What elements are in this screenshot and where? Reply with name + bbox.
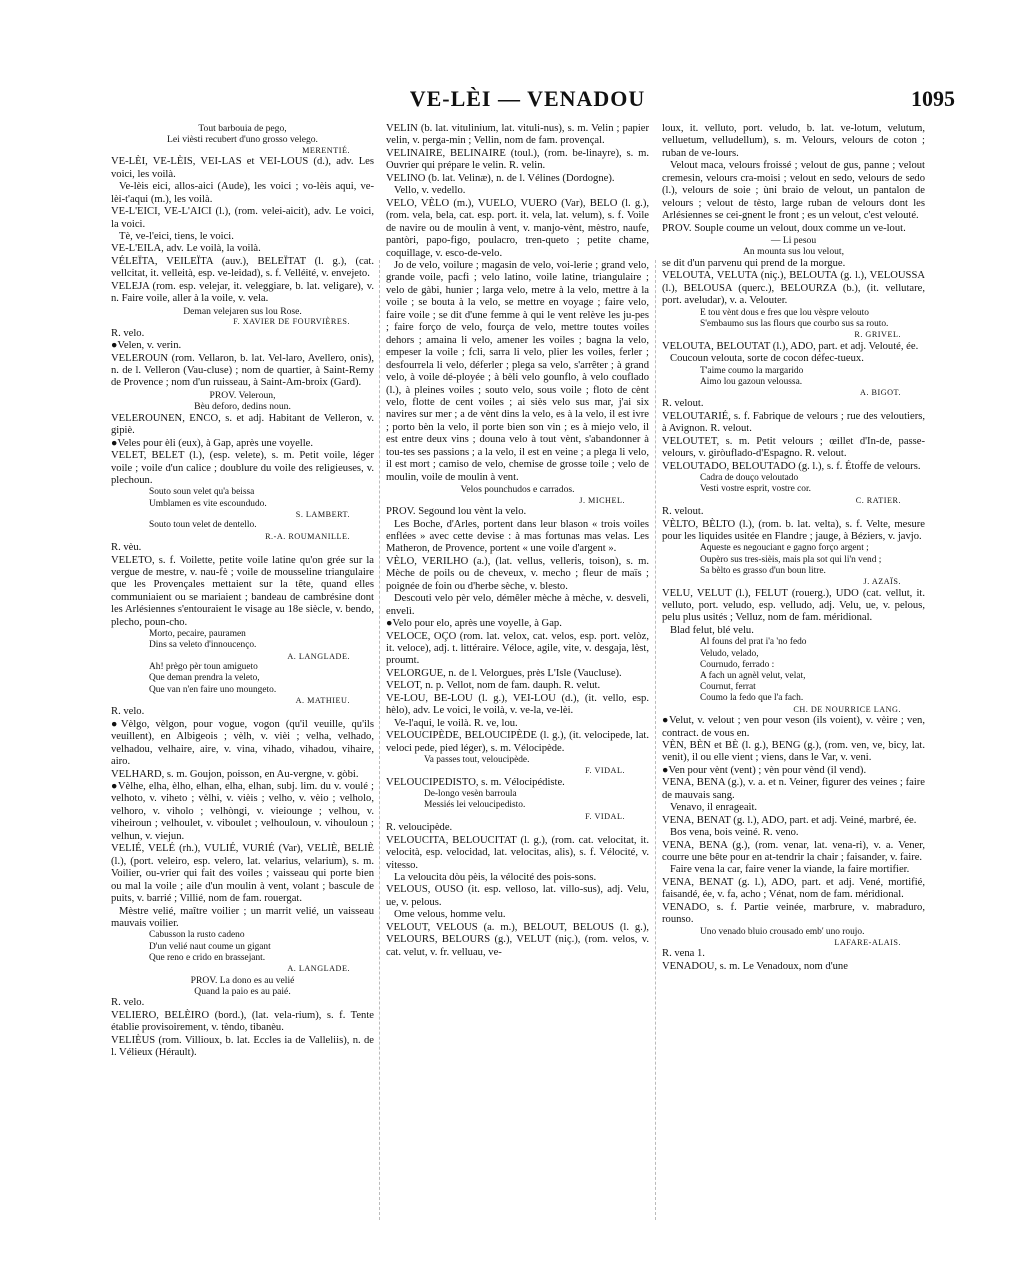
dictionary-entry: R. velo. <box>111 997 145 1009</box>
dictionary-entry: VELET, BELET (l.), (esp. velete), s. m. Petit voile, léger voile ; voile d'un calice ; doublure du voile des religieuses, v. plechoun. <box>111 450 374 486</box>
quotation-line: Dins sa veleto d'innoucenço. <box>149 640 257 651</box>
quotation-author: A. MATHIEU. <box>295 695 350 705</box>
dictionary-entry: VÈLTO, BÈLTO (l.), (rom. b. lat. velta), s. f. Velte, mesure pour les liquides usitée en Flandre ; jauge, à Béziers, v. javjo. <box>662 518 925 542</box>
quotation-line: Cournudo, ferrado : <box>700 659 775 670</box>
quotation-author: F. VIDAL. <box>585 766 625 776</box>
dictionary-entry: VELOUS, OUSO (it. esp. velloso, lat. villo-sus), adj. Velu, ue, v. pelous. <box>386 884 649 908</box>
quotation-line: Que deman prendra la veleto, <box>149 673 260 684</box>
quotation-line: A fach un agnèl velut, velat, <box>700 670 806 681</box>
entry-example: Venavo, il enrageait. <box>670 802 758 814</box>
dictionary-entry: VELHARD, s. m. Goujon, poisson, en Au-vergne, v. gòbi. <box>111 768 359 780</box>
entry-example: Tè, ve-l'eici, tiens, le voici. <box>119 231 234 243</box>
dictionary-entry: VENA, BENA (g.), (rom. venar, lat. vena-ri), v. a. Vener, courre une bête pour en at-tendrir la chair ; faisander, v. faire. <box>662 839 925 864</box>
centered-line: PROV. Veleroun, <box>209 389 276 401</box>
centered-line: Velos pounchudos e carrados. <box>460 484 575 496</box>
dictionary-entry: VELOUTADO, BELOUTADO (g. l.), s. f. Étoffe de velours. <box>662 460 921 472</box>
dictionary-entry: VELEROUN (rom. Vellaron, b. lat. Vel-laro, Avellero, onis), n. de l. Velleron (Vau-cluse) ; nom de quartier, à Saint-Remy de Provence ; nom d'un ruisseau, à Saint-Am-broix (Gard). <box>111 352 374 389</box>
quotation-line: Oupèro sus tres-sièis, mais pla sot qui li'n vend ; <box>700 554 882 565</box>
centered-line: An mounta sus lou velout, <box>743 246 844 258</box>
dictionary-entry: R. vena 1. <box>662 948 705 960</box>
dictionary-entry: VELINAIRE, BELINAIRE (toul.), (rom. be-linayre), s. m. Ouvrier qui prépare le velin. R. velin. <box>386 147 649 172</box>
dictionary-entry: R. velout. <box>662 506 704 518</box>
dictionary-entry: VELOUTARIÉ, s. f. Fabrique de velours ; rue des veloutiers, à Avignon. R. velout. <box>662 410 925 435</box>
quotation-line: Messiés lei veloucipedisto. <box>424 800 526 811</box>
quotation-line: Cabusson la rusto cadeno <box>149 930 245 941</box>
quotation-line: Vesti vostre esprit, vostre cor. <box>700 484 811 495</box>
quotation-line: Souto soun velet qu'a beissa <box>149 487 255 498</box>
dictionary-entry: VELEROUNEN, ENCO, s. et adj. Habitant de Velleron, v. gipiè. <box>111 412 374 437</box>
entry-example: Coucoun velouta, sorte de cocon défec-tueux. <box>670 353 864 365</box>
quotation-author: S. LAMBERT. <box>295 509 350 519</box>
entry-example: Les Boche, d'Arles, portent dans leur blason « trois voiles enflées » avec cette devise : à mas fortunas mas velas. Les Matheron, de Provence, portent « une voile d'argent ». <box>386 518 649 555</box>
dictionary-entry: VENA, BENAT (g. l.), ADO, part. et adj. Veiné, marbré, ée. <box>662 814 917 826</box>
dictionary-entry: VELETO, s. f. Voilette, petite voile latine qu'on grée sur la vergue de mestre, v. nau-fè ; voile de mousseline triangulaire que les Provençales mettaient sur la tête, quand elles communiaient ou se mariaient ; bandeau de cambrésine dont les Arlésiennes s'entouraient le visage au 18e siècle, v. bendo, plecho, poun-cho. <box>111 554 374 628</box>
dictionary-entry: VENA, BENAT (g. l.), ADO, part. et adj. Vené, mortifié, faisandé, ée, v. fa, acho ; Vénat, nom de fam. méridional. <box>662 876 925 901</box>
quotation-author: F. VIDAL. <box>585 811 625 821</box>
quotation-author: A. LANGLADE. <box>287 964 350 974</box>
dictionary-entry: VENADO, s. f. Partie veinée, marbrure, v. mabraduro, rounso. <box>662 901 925 926</box>
quotation-line: Coumo la fedo que l'a fach. <box>700 693 804 704</box>
dictionary-entry: se dit d'un parvenu qui prend de la morgue. <box>662 257 846 269</box>
dictionary-entry: VE-LÈI, VE-LÈIS, VEI-LAS et VEI-LOUS (d.), adv. Les voici, les voilà. <box>111 156 374 180</box>
entry-example: Velout maca, velours froissé ; velout de gus, panne ; velout cremesin, velours cra-moisi ; velout en sedo, velours de sedo (l.), velours de soie ; ùni braio de velout, un pantalon de velours ; velout de tèsto, large ruban de velours dont les Arlésiennes se cei-gnent le front ; es un velout, c'est velouté. <box>662 160 925 222</box>
centered-line: Deman velejaren sus lou Rose. <box>183 305 302 317</box>
centered-line: PROV. La dono es au velié <box>190 974 295 986</box>
dictionary-entry: PROV. Souple coume un velout, doux comme un ve-lout. <box>662 222 906 234</box>
centered-line: Tout barbouia de pego, <box>198 123 287 134</box>
dictionary-entry: VELOUCIPÈDE, BELOUCIPÈDE (l. g.), (it. velocipede, lat. veloci pede, pied léger), s. m. Vélocipède. <box>386 730 649 754</box>
entry-example: Bos vena, bois veiné. R. veno. <box>670 827 799 839</box>
dictionary-entry: ●Veles pour èli (eux), à Gap, après une voyelle. <box>111 437 314 449</box>
dictionary-entry: VE-L'EICI, VE-L'AICI (l.), (rom. velei-aicit), adv. Le voici, la voici. <box>111 206 374 230</box>
dictionary-entry: VELOCE, OÇO (rom. lat. velox, cat. velos, esp. port. velòz, it. veloce), adj. t. littéraire. Véloce, agile, vite, v. desgaja, lèst, proumt. <box>386 630 649 667</box>
dictionary-entry: VELO, VÈLO (m.), VUELO, VUERO (Var), BELO (l. g.), (rom. vela, bela, cat. esp. port. it. vela, lat. velum), s. f. Voile de navire ou de moulin à vent, v. manjo-vènt, mèstro, naufe, pantòri, papo-figo, poulacro, tren-queto ; petite chame, coquillage, v. esco-de-velo. <box>386 197 649 259</box>
dictionary-entry: VELIERO, BELÈIRO (bord.), (lat. vela-rium), s. f. Tente établie provisoirement, v. tèndo, tibanèu. <box>111 1009 374 1034</box>
entry-example: Jo de velo, voilure ; magasin de velo, voi-lerie ; grand velo, grande voile, pacfi ; velo latino, voile latine, triangulaire ; velo de gàbi, hunier ; larga velo, metre à la velo, mettre à la voile ; se bouta à la velo, se mettre en voyage ; faire velo, faire voile ; se dit d'une femme à qui le vent relève les ju-pes ; faire forço de velo, fourça de velo, mettre toutes voiles dehors ; amaina li velo, amener les voiles ; bagna la velo, empeser la voile ; fcli, sarra li velo, plier les voiles, ferler ; desfourrela li velo, déferler ; plega sa velo, s'arrêter ; à grand velo, à voile dé-ployée ; à bèli velo gounflo, à velo couflado (l.), à pleines voiles ; souto velo, sous voile ; floto de cènt velo, flotte de cent voiles ; ai siès velo sus mar, j'ai six navires sur mer ; a de vènt dins la velo, es à la velo, il est ivre ; porto bèn la velo, il porte bien son vin ; es à miejo velo, il est entre deux vins ; douna velo à tout vènt, s'abandonner à tou-tes ses passions ; a la velo, il est en veine ; a plega li velo, il est mort ; camiso de velo, chemise de grosse toile ; velo de moulin, voile de moulin à vent. <box>386 259 649 483</box>
quotation-line: Veludo, velado, <box>700 648 759 659</box>
page-number: 1095 <box>911 86 955 111</box>
entry-example: Mèstre velié, maître voilier ; un marrit velié, un vaisseau mauvais voilier. <box>111 905 374 929</box>
dictionary-entry: VE-LOU, BE-LOU (l. g.), VEI-LOU (d.), (it. vello, esp. hèlo), adv. Le voici, le voilà, v. ve-la, ve-lèi. <box>386 692 649 717</box>
centered-line: Lei vièsti recubert d'uno grosso velego. <box>167 134 318 146</box>
quotation-line: Umblamen es vite escoundudo. <box>149 498 267 509</box>
dictionary-entry: PROV. Segound lou vènt la velo. <box>386 506 527 518</box>
column-rule-left <box>379 260 380 1220</box>
dictionary-entry: VELOUCIPEDISTO, s. m. Vélocipédiste. <box>386 776 565 788</box>
quotation-line: Cadra de douço veloutado <box>700 473 799 484</box>
dictionary-entry: VELOT, n. p. Vellot, nom de fam. dauph. R. velut. <box>386 680 601 692</box>
quotation-line: Aimo lou gazoun veloussa. <box>700 376 803 387</box>
quotation-author: CH. DE NOURRICE LANG. <box>793 704 901 714</box>
centered-line: Bèu deforo, dedins noun. <box>194 401 291 413</box>
quotation-line: Al founs del prat i'a 'no fedo <box>700 637 807 648</box>
dictionary-entry: VELORGUE, n. de l. Velorgues, près L'Isle (Vaucluse). <box>386 667 622 679</box>
dictionary-entry: VENADOU, s. m. Le Venadoux, nom d'une <box>662 960 848 972</box>
dictionary-entry: VELIÉ, VELÉ (rh.), VULIÉ, VURIÉ (Var), VELIÈ, BELIÈ (l.), (port. veleiro, esp. velero, lat. velarius, velarium), s. m. Voilier, ou-vrier qui fait des voiles ; vaisseau qui porte bien ou mal la voile ; aile d'un moulin à vent, volant ; bascule de puits, v. barrié ; Villié, nom de fam. rouergat. <box>111 843 374 905</box>
column-3 <box>662 123 925 1243</box>
dictionary-entry: ●Vèlhe, elha, èlho, elhan, elha, elhan, subj. lim. du v. voulé ; velhoto, v. viheto ; vèlhi, v. vièis ; velho, v. vèio ; velholo, velhoro, v. viholo ; velhòngi, v. vieiounge ; velhou, v. viheiroun ; velhoulet, v. viboulet ; velhouloun, v. vihouloun ; velhun, v. viejun. <box>111 780 374 842</box>
dictionary-entry: VELU, VELUT (l.), FELUT (rouerg.), UDO (cat. vellut, it. velluto, port. veludo, esp. velludo, adj. Velu, ue, v. pelous, pelu plus usités ; Velluz, nom de fam. méridional. <box>662 587 925 624</box>
quotation-line: D'un velié naut coume un gigant <box>149 941 271 952</box>
quotation-line: Uno venado bluio crousado emb' uno roujo. <box>700 926 865 937</box>
quotation-author: A. LANGLADE. <box>287 651 350 661</box>
quotation-author: A. BIGOT. <box>860 387 901 397</box>
quotation-author: R.-A. ROUMANILLE. <box>265 531 350 541</box>
quotation-line: T'aime coumo la margarido <box>700 365 804 376</box>
quotation-line: Morto, pecaire, pauramen <box>149 629 246 640</box>
dictionary-entry: R. vèu. <box>111 542 142 554</box>
dictionary-entry: VENA, BENA (g.), v. a. et n. Veiner, figurer des veines ; faire de mauvais sang. <box>662 777 925 801</box>
dictionary-entry: ●Velo pour elo, après une voyelle, à Gap. <box>386 618 562 630</box>
dictionary-entry: R. veloucipède. <box>386 822 453 834</box>
dictionary-entry: ●Vèlgo, vèlgon, pour vogue, vogon (qu'il veuille, qu'ils veuillent), en Albigeois ; vèlh, v. vièi ; velha, velhado, velhadou, velhaire, aire, v. vina, vihado, vihadou, vihaire, airo. <box>111 718 374 768</box>
quotation-author: F. XAVIER DE FOURVIÈRES. <box>233 317 350 327</box>
quotation-author: J. MICHEL. <box>579 495 625 505</box>
entry-example: Blad felut, blé velu. <box>670 624 754 636</box>
dictionary-entry: ●Velen, v. verin. <box>111 340 182 352</box>
quotation-line: Cournut, ferrat <box>700 682 756 693</box>
page-header <box>100 86 955 116</box>
dictionary-entry: ●Velut, v. velout ; ven pour veson (ils voient), v. vèire ; ven, contract. de vous en. <box>662 715 925 739</box>
quotation-line: Aqueste es negouciant e gagno forço argent ; <box>700 543 869 554</box>
dictionary-entry: VELOUCITA, BELOUCITAT (l. g.), (rom. cat. velocitat, it. velocità, esp. velocidad, lat. velocitas, alis), s. f. Vélocité, v. vitesso. <box>386 834 649 871</box>
dictionary-entry: VELIÈUS (rom. Villioux, b. lat. Eccles ia de Valleliis), n. de l. Vélieux (Hérault). <box>111 1034 374 1059</box>
quotation-line: Que reno e crido en brassejant. <box>149 952 266 963</box>
quotation-author: C. RATIER. <box>855 495 901 505</box>
dictionary-entry: VELOUTA, VELUTA (niç.), BELOUTA (g. l.), VELOUSSA (l.), BELOUSA (querc.), BELOURZA (b.), (it. vellutare, port. aveludar), v. a. Velouter. <box>662 270 925 307</box>
running-title: VE-LÈI — VENADOU <box>409 86 646 111</box>
quotation-line: De-longo vesèn barroula <box>424 789 517 800</box>
dictionary-entry: ●Ven pour vènt (vent) ; vèn pour vènd (il vend). <box>662 764 867 776</box>
entry-example: Vello, v. vedello. <box>394 185 466 197</box>
dictionary-entry: VELIN (b. lat. vitulinium, lat. vituli-nus), s. m. Velin ; papier velin, v. perga-min ; Vellin, nom de fam. provençal. <box>386 123 649 147</box>
dictionary-entry: R. velo. <box>111 706 145 718</box>
dictionary-entry: VE-L'EILA, adv. Le voilà, la voilà. <box>111 243 261 255</box>
quotation-line: S'embaumo sus las flours que courbo sus sa routo. <box>700 318 889 329</box>
dictionary-entry: VELOUT, VELOUS (a. m.), BELOUT, BELOUS (l. g.), VELOURS, BELOURS (g.), VELUT (niç.), (rom. velos, v. cat. velut, v. fr. velluau, ve- <box>386 921 649 958</box>
quotation-author: J. AZAÏS. <box>863 577 901 587</box>
quotation-line: Que van n'en faire uno moungeto. <box>149 684 277 695</box>
entry-example: Ome velous, homme velu. <box>394 909 506 921</box>
column-1 <box>111 123 374 1243</box>
quotation-author: MERENTIÉ. <box>302 145 350 155</box>
dictionary-entry: VELOUTA, BELOUTAT (l.), ADO, part. et adj. Velouté, ée. <box>662 340 919 352</box>
quotation-line: Souto toun velet de dentello. <box>149 520 257 531</box>
quotation-line: Sa bèlto es grasso d'un boun litre. <box>700 565 826 576</box>
quotation-author: LAFARE-ALAIS. <box>834 937 901 947</box>
dictionary-entry: VELINO (b. lat. Velinæ), n. de l. Vélines (Dordogne). <box>386 172 615 184</box>
dictionary-entry: VÈN, BÈN et BÈ (l. g.), BENG (g.), (rom. ven, ve, bicy, lat. venit), il ou elle vient ; viens, dans le Var, v. veni. <box>662 739 925 764</box>
dictionary-entry: VELOUTET, s. m. Petit velours ; œillet d'In-de, passe-velours, v. giròuflado-d'Espagno. R. velout. <box>662 435 925 460</box>
centered-line: — Li pesou <box>770 235 817 247</box>
entry-example: Faire vena la car, faire vener la viande, la faire mortifier. <box>670 864 910 876</box>
entry-example: Ve-lèis eici, allos-aici (Aude), les voici ; vo-lèis aqui, ve-lèi-t'aqui (m.), les voilà. <box>111 181 374 205</box>
quotation-author: R. GRIVEL. <box>854 330 901 340</box>
quotation-line: Va passes tout, veloucipède. <box>424 755 530 766</box>
quotation-line: E tou vènt dous e fres que lou vèspre velouto <box>700 307 869 318</box>
dictionary-entry: loux, it. velluto, port. veludo, b. lat. ve-lotum, velutum, velluetum, velludellum), s. m. Velours, velours de coton ; ruban de ve-lours. <box>662 123 925 159</box>
dictionary-entry: VÈLO, VERILHO (a.), (lat. vellus, velleris, toison), s. m. Mèche de poils ou de cheveux, v. mecho ; fleur de maïs ; poignée de foin ou d'herbe sèche, v. blesto. <box>386 555 649 592</box>
dictionary-entry: R. velout. <box>662 398 704 410</box>
dictionary-entry: VELEJA (rom. esp. velejar, it. veleggiare, b. lat. veligare), v. n. Faire voile, aller à la voile, v. vela. <box>111 280 374 305</box>
dictionary-entry: R. velo. <box>111 327 145 339</box>
entry-example: Descouti velo pèr velo, démêler mèche à mèche, v. desvelì, envelì. <box>386 593 649 617</box>
column-rule-right <box>655 260 656 1220</box>
column-2 <box>386 123 649 1243</box>
entry-example: Ve-l'aqui, le voilà. R. ve, lou. <box>394 717 518 729</box>
quotation-line: Ah! prègo pèr toun amigueto <box>149 662 258 673</box>
dictionary-entry: VÉLEÏTA, VEILEÏTA (auv.), BELEÏTAT (l. g.), (cat. vellcitat, it. velleità, esp. ve-leidad), s. f. Velléité, v. envejeto. <box>111 255 374 280</box>
entry-example: La veloucita dòu pèis, la vélocité des pois-sons. <box>394 871 597 883</box>
centered-line: Quand la paio es au paié. <box>194 985 291 997</box>
